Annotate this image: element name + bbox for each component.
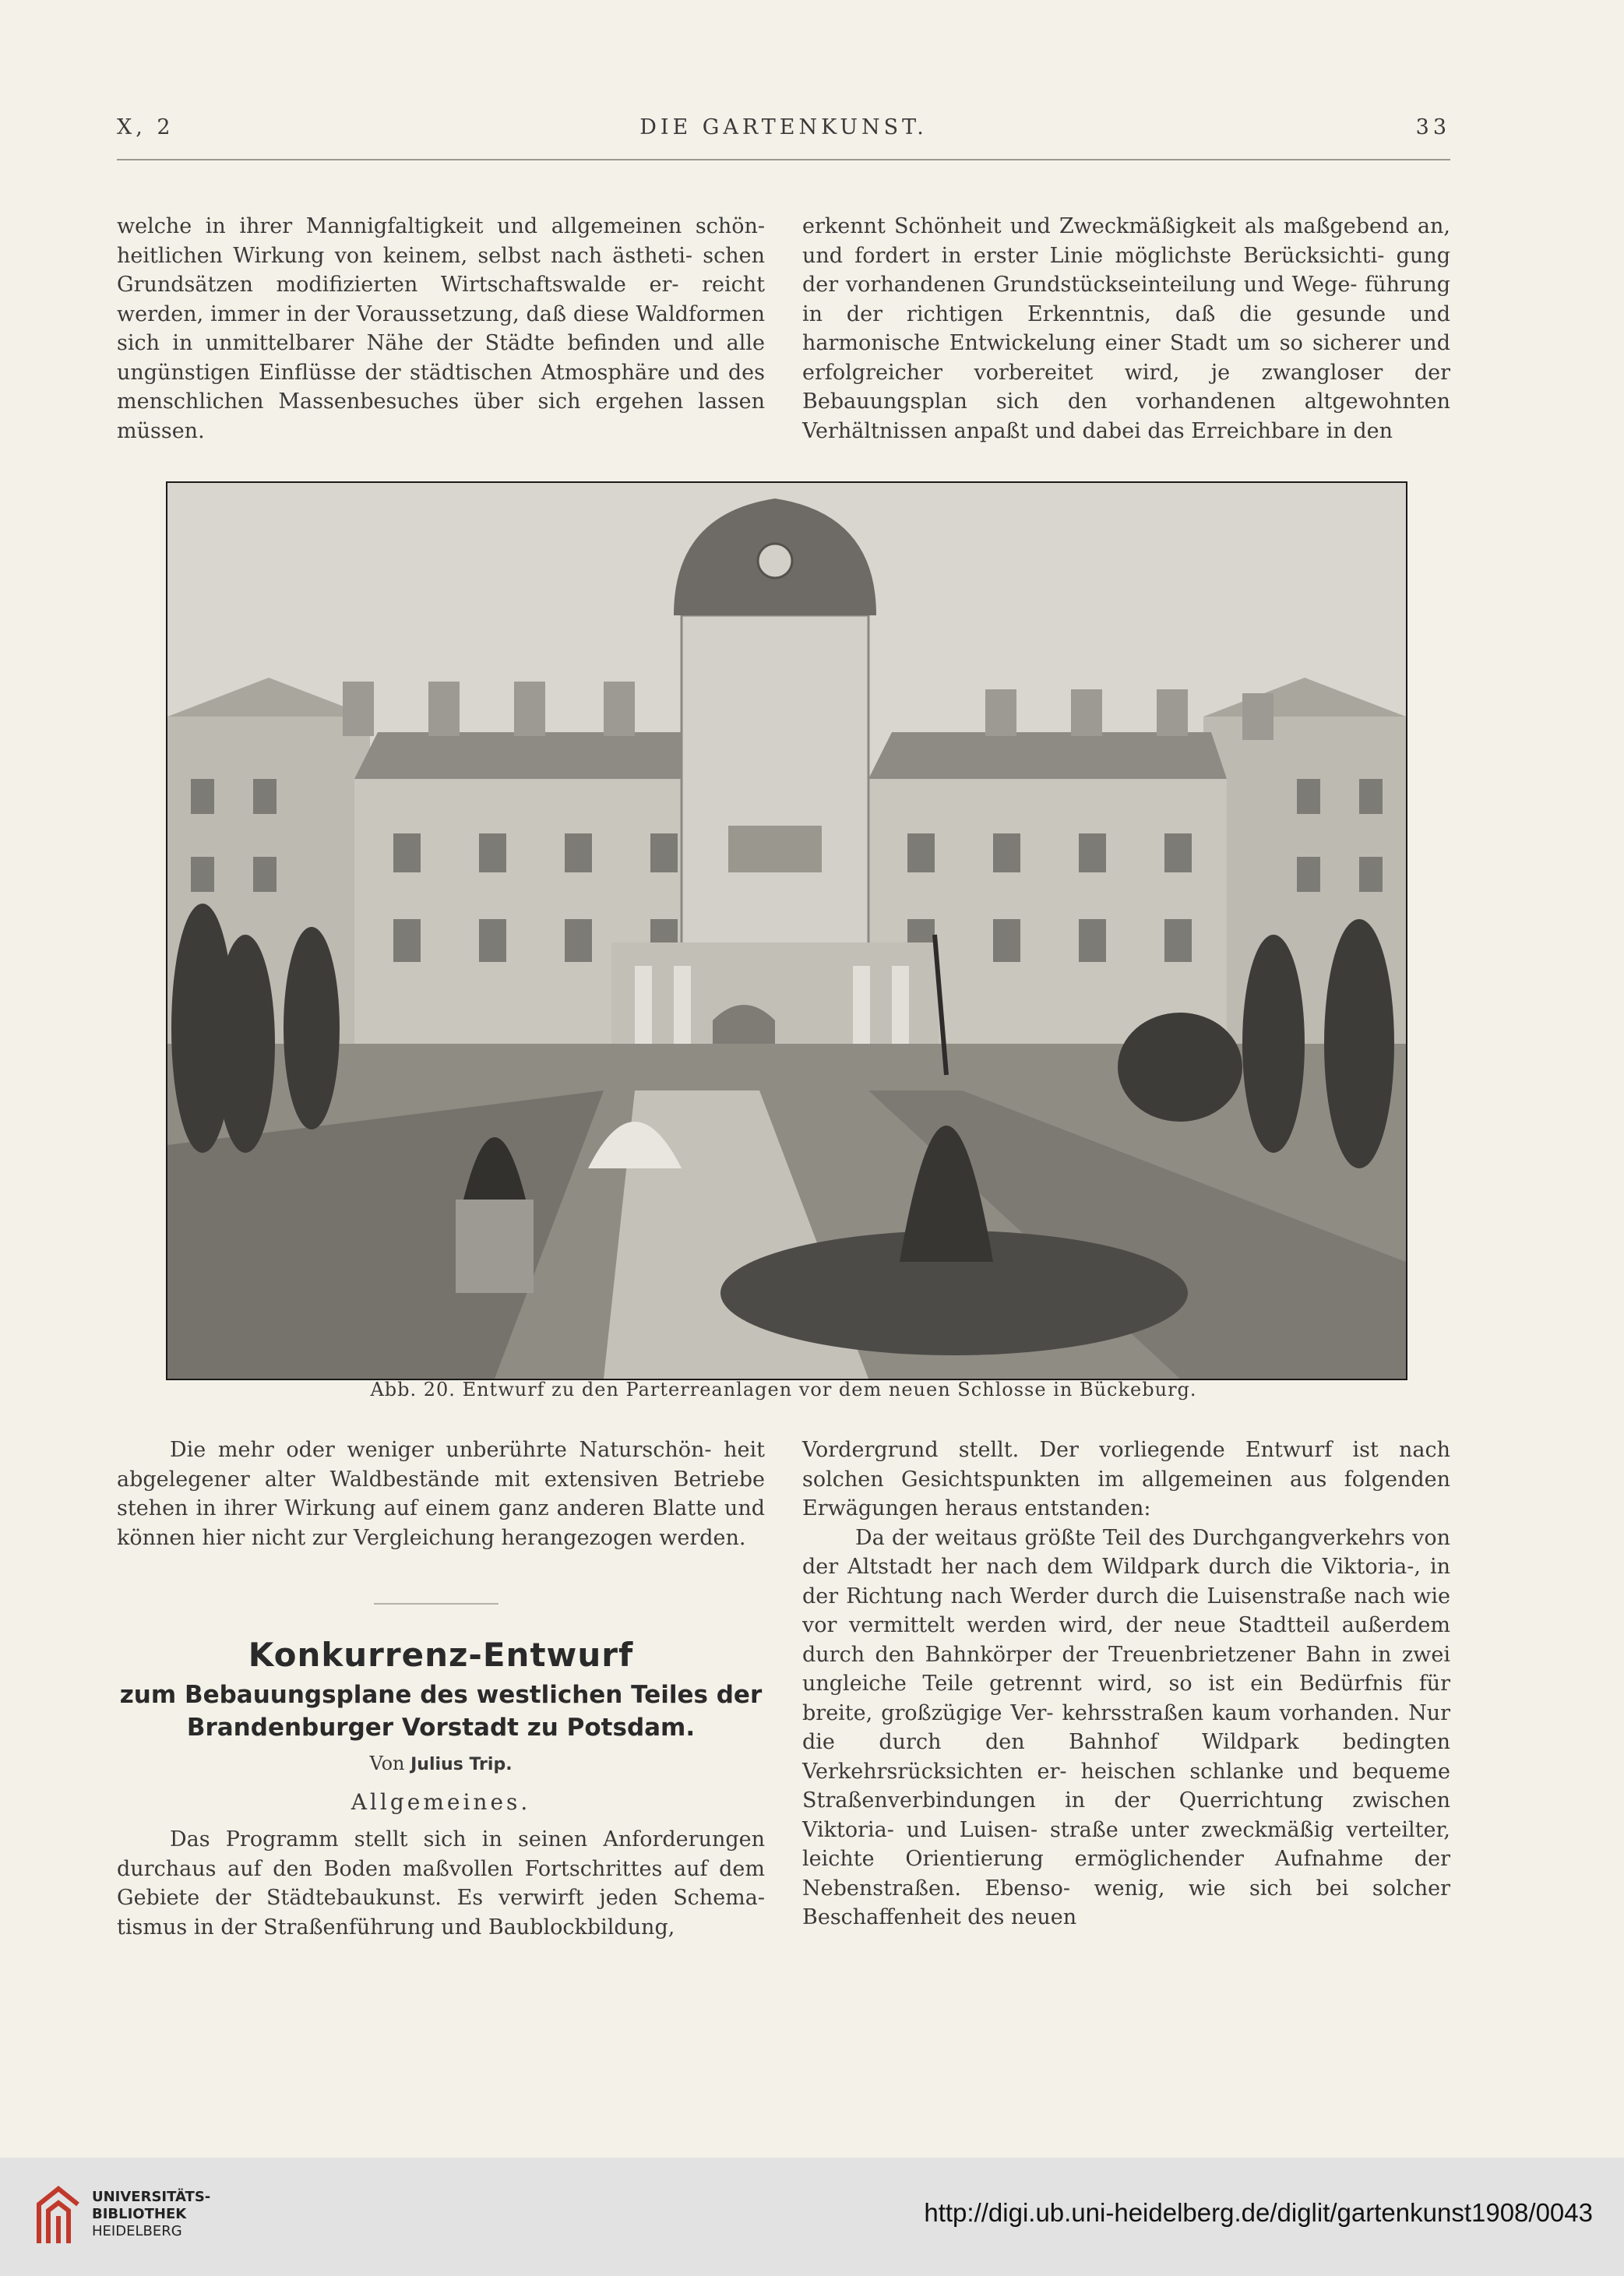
library-footer <box>0 2158 1624 2276</box>
page-number: 33 <box>1415 115 1450 139</box>
top-left-text: welche in ihrer Mannigfaltigkeit und allgemeinen schön- heitlichen Wirkung von keinem, selbst nach ästheti- schen Grundsätzen modifizierten Wirtschaftswalde er- reicht werden, immer in der Voraussetzung, daß diese Waldformen sich in unmittelbarer Nähe der Städte befinden und alle ungünstigen Einflüsse der städtischen Atmosphäre und des menschlichen Massenbesuches über sich ergehen lassen müssen. <box>117 214 765 443</box>
figure-caption: Abb. 20. Entwurf zu den Parterreanlagen vor dem neuen Schlosse in Bückeburg. <box>370 1379 1197 1400</box>
library-name: UNIVERSITÄTS- BIBLIOTHEK HEIDELBERG <box>92 2189 211 2239</box>
top-right-column <box>802 212 1450 446</box>
paragraph-nature: Die mehr oder weniger unberührte Naturschön- heit abgelegener alter Waldbestände mit extensiven Betriebe stehen in ihrer Wirkung auf einem ganz anderen Blatte und können hier nicht zur Vergleichung herangezogen werden. <box>117 1438 765 1550</box>
top-right-text: erkennt Schönheit und Zweckmäßigkeit als maßgebend an, und fordert in erster Linie möglichste Berücksichti- gung der vorhandenen Grundstückseinteilung und Wege- führung in der richtigen Erkenntnis, daß die gesunde und harmonische Entwickelung einer Stadt um so sicherer und erfolgreicher vorbereitet wird, je zwangloser der Bebauungsplan sich den vorhandenen altgewohnten Verhältnissen anpaßt und dabei das Erreichbare in den <box>802 214 1450 443</box>
paragraph-foreground: Vordergrund stellt. Der vorliegende Entwurf ist nach solchen Gesichtspunkten im allgemeinen aus folgenden Erwägungen heraus entstanden: <box>802 1438 1450 1520</box>
author-prefix: Von <box>369 1753 405 1774</box>
author-line <box>117 1753 765 1774</box>
article-subtitle-1: zum Bebauungsplane des westlichen Teiles der <box>119 1681 763 1709</box>
library-logo-icon <box>31 2181 86 2251</box>
volume-number: X, 2 <box>117 115 174 139</box>
bottom-left-column <box>117 1436 765 1552</box>
journal-title: DIE GARTENKUNST. <box>639 115 928 139</box>
source-url-link[interactable]: http://digi.ub.uni-heidelberg.de/diglit/gartenkunst1908/0043 <box>924 2198 1593 2227</box>
paragraph-program: Das Programm stellt sich in seinen Anforderungen durchaus auf den Boden maßvollen Fortschrittes auf dem Gebiete der Städtebaukunst. Es verwirft jeden Schema- tismus in der Straßenführung und Baublockbildung, <box>117 1827 765 1940</box>
author-name: Julius Trip. <box>410 1755 513 1774</box>
article-title: Konkurrenz-Entwurf <box>248 1636 634 1674</box>
section-separator <box>374 1603 498 1605</box>
paragraph-traffic: Da der weitaus größte Teil des Durchgangverkehrs von der Altstadt her nach dem Wildpark durch die Viktoria-, in der Richtung nach Werder durch die Luisenstraße nach wie vor vermittelt werden wird, der neue Stadtteil außerdem durch den Bahnkörper der Treuenbrietzener Bahn in zwei ungleiche Teile getrennt wird, so ist ein Bedürfnis für breite, großzügige Ver- kehrsstraßen kaum vorhanden. Nur die durch den Bahnhof Wildpark bedingten Verkehrsrücksichten er- heischen schlanke und bequeme Straßenverbindungen in der Querrichtung zwischen Viktoria- und Luisen- straße unter zweckmäßig verteilter, leichte Orientierung ermöglichender Aufnahme der Nebenstraßen. Ebenso- wenig, wie sich bei solcher Beschaffenheit des neuen <box>802 1525 1451 1929</box>
palace-illustration <box>166 481 1407 1380</box>
top-left-column <box>117 212 765 446</box>
palace-drawing <box>167 483 1406 1379</box>
article-subtitle-2: Brandenburger Vorstadt zu Potsdam. <box>186 1714 696 1742</box>
bottom-left-column-2 <box>117 1825 765 1942</box>
bottom-right-column <box>802 1436 1450 1932</box>
running-header <box>117 115 1450 154</box>
header-rule <box>117 159 1450 160</box>
section-heading: Allgemeines. <box>351 1789 531 1815</box>
